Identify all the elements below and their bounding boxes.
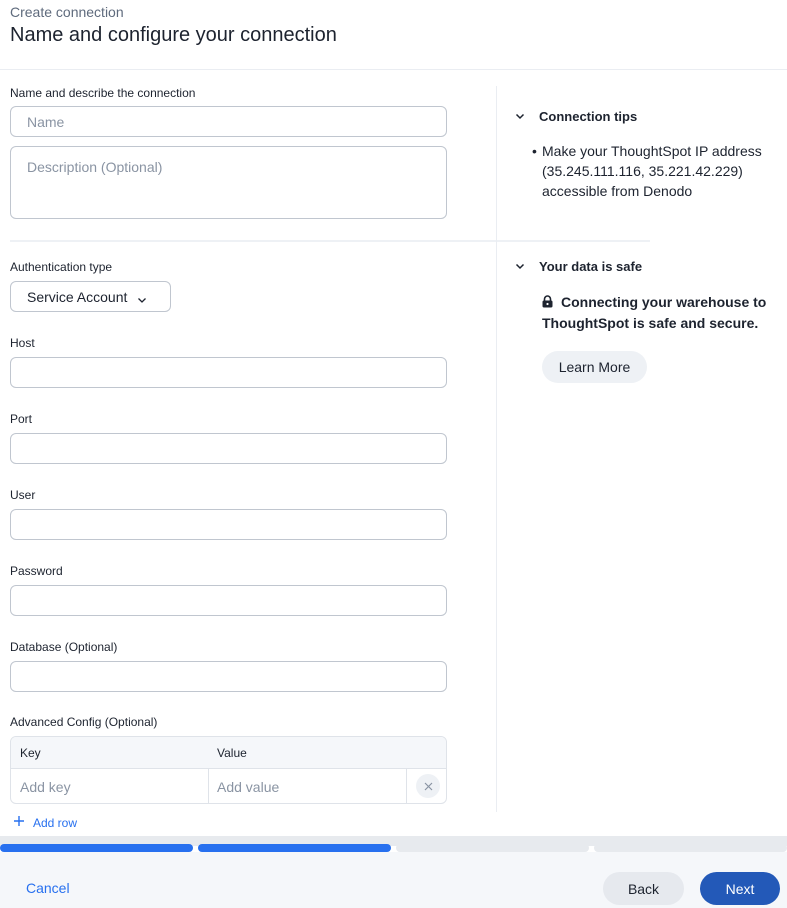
plus-icon [13,815,33,830]
host-input[interactable] [10,357,447,388]
user-label: User [10,488,36,502]
chevron-down-icon [515,109,539,124]
back-button[interactable]: Back [603,872,684,905]
progress-step-1 [0,844,193,852]
advanced-config-table [10,736,447,804]
page-eyebrow: Create connection [10,4,124,20]
data-safe-text: Connecting your warehouse to ThoughtSpot is safe and secure. [542,294,767,331]
value-column-header: Value [217,746,247,760]
password-label: Password [10,564,63,578]
chevron-down-icon [515,259,539,274]
data-safe-message [542,292,787,333]
bullet-dot: • [532,143,537,159]
database-label: Database (Optional) [10,640,118,654]
auth-type-label: Authentication type [10,260,113,274]
host-label: Host [10,336,35,350]
table-header [11,737,446,769]
password-input[interactable] [10,585,447,616]
value-placeholder: Add value [217,778,280,795]
name-input[interactable] [10,106,447,137]
next-button[interactable]: Next [700,872,780,905]
progress-step-3 [396,844,589,852]
progress-step-2 [198,844,391,852]
table-row [11,769,446,804]
name-section-label: Name and describe the connection [10,86,196,100]
value-input[interactable] [217,769,402,804]
description-textarea[interactable] [10,146,447,219]
auth-type-select[interactable] [10,281,171,312]
close-icon [424,778,433,794]
key-placeholder: Add key [20,778,71,795]
remove-row-button[interactable] [416,774,440,798]
port-label: Port [10,412,33,426]
chevron-down-icon [137,292,147,302]
lock-icon [542,293,553,313]
progress-step-4 [594,844,787,852]
vertical-divider [496,86,497,812]
cancel-button[interactable]: Cancel [26,880,70,896]
database-input[interactable] [10,661,447,692]
cell-divider [406,769,407,804]
description-placeholder: Description (Optional) [27,159,163,175]
add-row-button[interactable] [13,815,77,830]
key-input[interactable] [20,769,205,804]
section-divider [10,240,650,242]
key-column-header: Key [20,746,41,760]
name-placeholder: Name [27,113,65,130]
connection-tips-title: Connection tips [539,109,638,124]
cell-divider [208,769,209,804]
add-row-label: Add row [33,815,78,830]
learn-more-button[interactable]: Learn More [542,351,647,383]
connection-tips-toggle[interactable] [515,109,637,124]
auth-type-value: Service Account [27,288,128,305]
page-header [0,0,787,70]
page-title: Name and configure your connection [10,24,337,46]
data-safe-title: Your data is safe [539,259,643,274]
connection-tip-text: Make your ThoughtSpot IP address (35.245.111.116, 35.221.42.229) accessible from Denodo [542,143,762,199]
user-input[interactable] [10,509,447,540]
port-input[interactable] [10,433,447,464]
advanced-config-label: Advanced Config (Optional) [10,715,158,729]
data-safe-toggle[interactable] [515,259,642,274]
